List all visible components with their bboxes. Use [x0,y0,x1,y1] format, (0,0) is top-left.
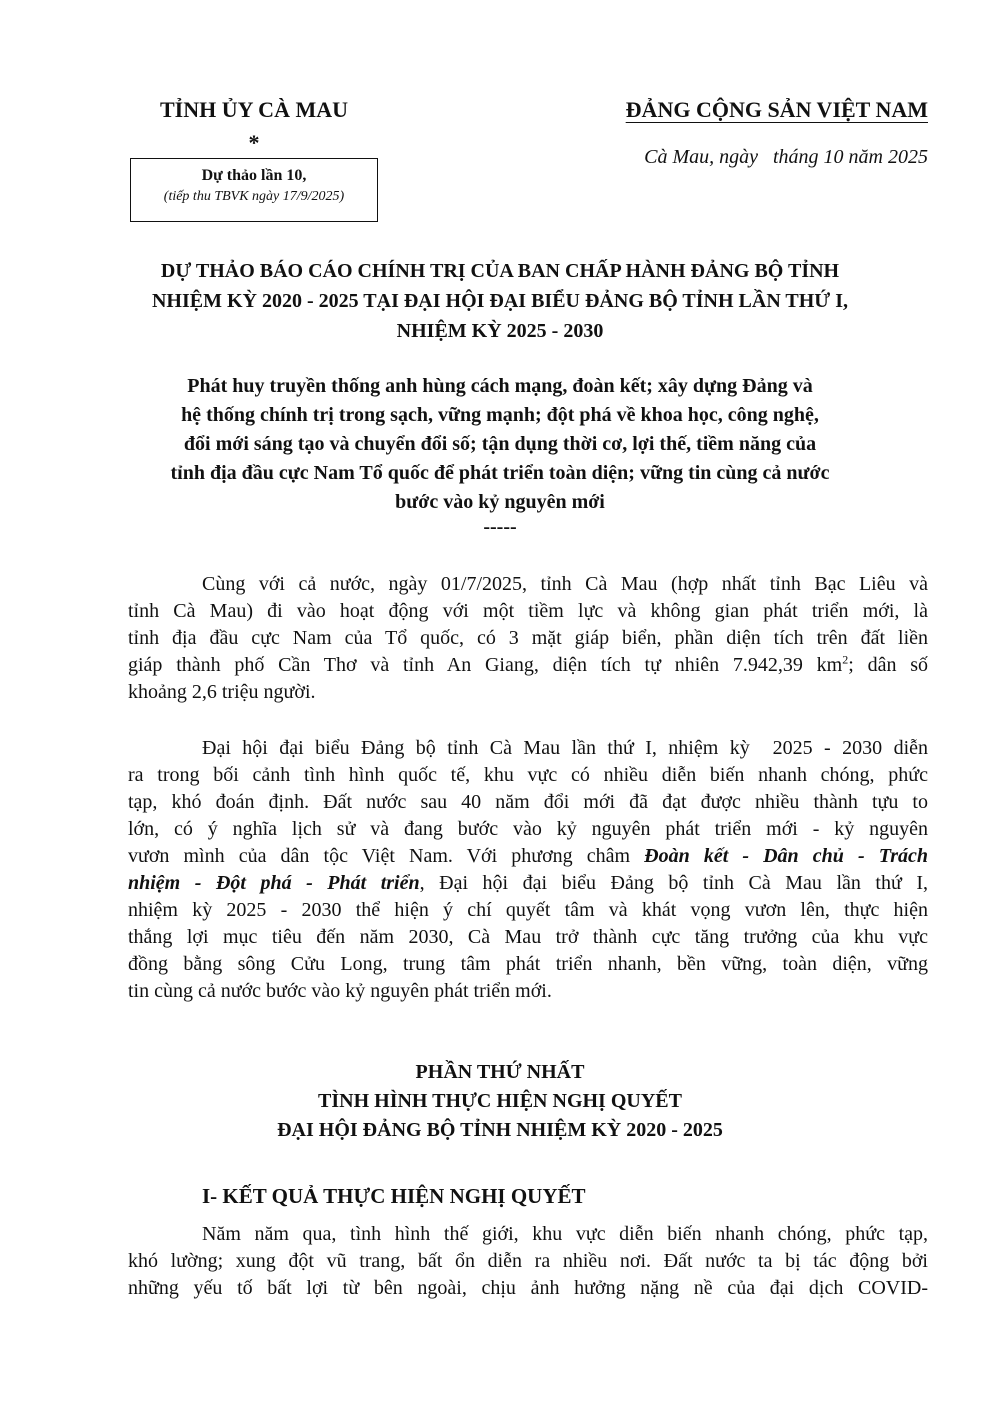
paragraph-line: Cùng với cả nước, ngày 01/7/2025, tỉnh Cà Mau (hợp nhất tỉnh Bạc Liêu và [202,573,928,595]
motto-intro-text: vươn mình của dân tộc Việt Nam. Với phương châm [128,845,645,867]
paragraph-line: khoảng 2,6 triệu người. [128,681,316,703]
motto-line-2: hệ thống chính trị trong sạch, vững mạnh; đột phá về khoa học, công nghệ, [181,404,819,426]
draft-version-box [130,158,378,222]
paragraph-line: Đại hội đại biểu Đảng bộ tỉnh Cà Mau lần thứ I, nhiệm kỳ 2025 - 2030 diễn [202,737,928,759]
congress-motto-part-2: nhiệm - Đột phá - Phát triển [128,872,420,894]
report-motto [60,372,940,537]
paragraph-line: tỉnh Cà Mau) đi vào hoạt động với một tiềm lực và không gian phát triển mới, là [128,600,928,622]
motto-line-3: đổi mới sáng tạo và chuyển đổi số; tận dụng thời cơ, lợi thế, tiềm năng của [183,433,817,455]
paragraph-line: những yếu tố bất lợi từ bên ngoài, chịu ảnh hưởng nặng nề của đại dịch COVID- [128,1277,928,1299]
paragraph-line [128,652,928,679]
congress-text: , Đại hội đại biểu Đảng bộ tỉnh Cà Mau lần thứ I, [419,872,928,894]
motto-line-1: Phát huy truyền thống anh hùng cách mạng, đoàn kết; xây dựng Đảng và [187,375,813,397]
report-title [60,256,940,346]
paragraph-line: tỉnh địa đầu cực Nam của Tổ quốc, có 3 mặt giáp biển, phần diện tích trên đất liền [128,627,928,649]
paragraph-line [128,843,928,870]
provincial-committee-name: TỈNH ỦY CÀ MAU [159,97,348,122]
draft-version-label: Dự thảo lần 10, [201,167,307,184]
section-title-line-1: TÌNH HÌNH THỰC HIỆN NGHỊ QUYẾT [318,1090,682,1112]
paragraph-line: nhiệm kỳ 2025 - 2030 thể hiện ý chí quyết tâm và khát vọng vươn lên, thực hiện [128,899,928,921]
paragraph-line: tin cùng cả nước bước vào kỷ nguyên phát triển mới. [128,980,552,1002]
paragraph-line: lớn, có ý nghĩa lịch sử và đang bước vào kỷ nguyên phát triển mới - kỷ nguyên [128,818,928,840]
area-text: giáp thành phố Cần Thơ và tỉnh An Giang, diện tích tự nhiên 7.942,39 km [128,654,843,676]
subsection-heading: I- KẾT QUẢ THỰC HIỆN NGHỊ QUYẾT [202,1184,586,1208]
paragraph-line: tạp, khó đoán định. Đất nước sau 40 năm đổi mới đã đạt được nhiều thành tựu to [128,791,928,813]
paragraph-intro [128,571,928,706]
population-text: ; dân số [848,654,928,676]
congress-motto-part-1: Đoàn kết - Dân chủ - Trách [644,845,928,867]
header-left [120,96,388,154]
section-part-label: PHẦN THỨ NHẤT [415,1061,585,1083]
motto-line-5: bước vào kỷ nguyên mới [395,491,605,513]
star-mark: * [248,130,260,155]
header-right [626,96,928,170]
title-line-1: DỰ THẢO BÁO CÁO CHÍNH TRỊ CỦA BAN CHẤP HÀNH ĐẢNG BỘ TỈNH [160,260,840,282]
title-line-2: NHIỆM KỲ 2020 - 2025 TẠI ĐẠI HỘI ĐẠI BIỂU ĐẢNG BỘ TỈNH LẦN THỨ I, [151,290,848,312]
section-title-line-2: ĐẠI HỘI ĐẢNG BỘ TỈNH NHIỆM KỲ 2020 - 2025 [277,1119,723,1141]
paragraph-results [128,1221,928,1302]
paragraph-line: ra trong bối cảnh tình hình quốc tế, khu vực có nhiều diễn biến nhanh chóng, phức [128,764,928,786]
place-date: Cà Mau, ngày tháng 10 năm 2025 [644,146,928,168]
paragraph-congress-context [128,735,928,1005]
paragraph-line: đồng bằng sông Cửu Long, trung tâm phát triển nhanh, bền vững, toàn diện, vững [128,953,928,975]
draft-version-note: (tiếp thu TBVK ngày 17/9/2025) [163,189,345,204]
paragraph-line: khó lường; xung đột vũ trang, bất ổn diễn ra nhiều nơi. Đất nước ta bị tác động bởi [128,1250,928,1272]
paragraph-line [128,870,928,897]
paragraph-line: thắng lợi mục tiêu đến năm 2030, Cà Mau trở thành cực tăng trưởng của khu vực [128,926,928,948]
separator-dashes: ----- [483,516,517,538]
area-unit-superscript: 2 [842,652,849,667]
section-heading [60,1058,940,1145]
title-line-3: NHIỆM KỲ 2025 - 2030 [396,320,604,342]
paragraph-line: Năm năm qua, tình hình thế giới, khu vực diễn biến nhanh chóng, phức tạp, [202,1223,928,1245]
motto-line-4: tỉnh địa đầu cực Nam Tổ quốc để phát triển toàn diện; vững tin cùng cả nước [170,462,830,484]
party-name: ĐẢNG CỘNG SẢN VIỆT NAM [625,97,928,122]
